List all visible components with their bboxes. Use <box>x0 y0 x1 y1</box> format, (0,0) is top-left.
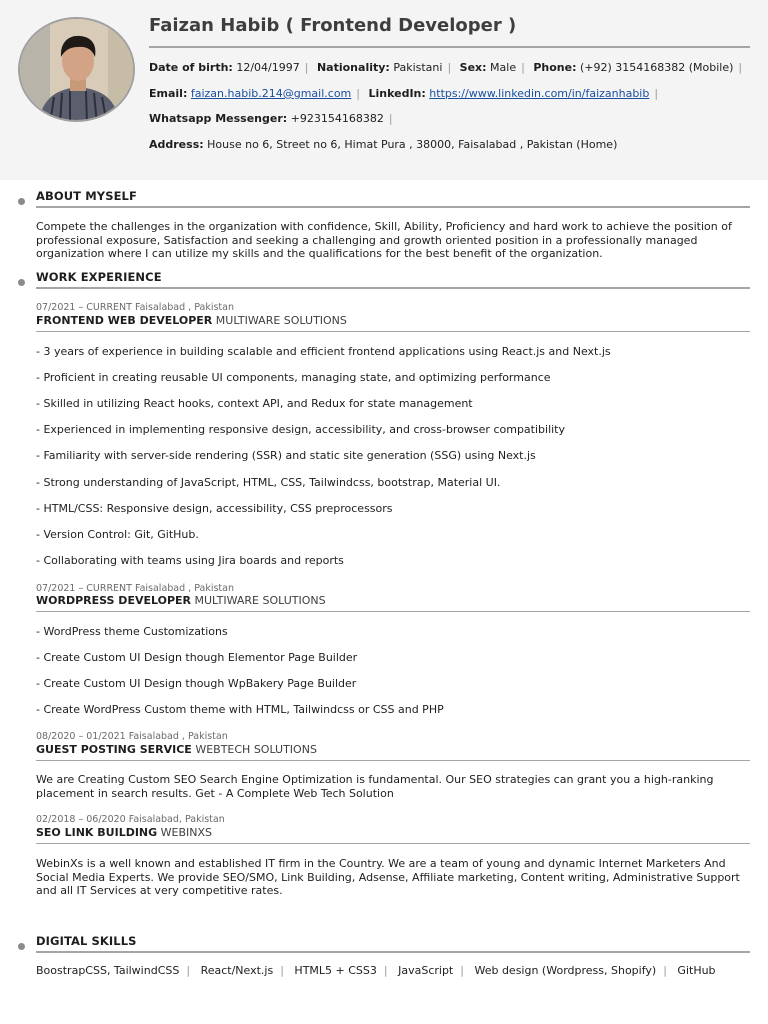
skill-item: JavaScript <box>398 964 454 977</box>
nationality-label: Nationality: <box>316 61 390 74</box>
separator: | <box>388 112 393 125</box>
list-item: - Skilled in utilizing React hooks, context API, and Redux for state management <box>36 397 473 410</box>
job-company: MULTIWARE SOLUTIONS <box>194 594 326 607</box>
address-value: House no 6, Street no 6, Himat Pura , 38000, Faisalabad , Pakistan (Home) <box>207 138 618 151</box>
header-divider <box>149 46 750 48</box>
list-item: - WordPress theme Customizations <box>36 625 228 638</box>
email-label: Email: <box>149 87 188 100</box>
separator: | <box>521 61 525 74</box>
about-divider <box>36 206 750 208</box>
about-section-title: ABOUT MYSELF <box>36 189 137 203</box>
job-divider <box>36 611 750 612</box>
list-item: - 3 years of experience in building scalable and efficient frontend applications using React.js and Next.js <box>36 345 611 358</box>
skills-list <box>36 964 716 977</box>
separator: | <box>186 964 191 977</box>
job-company: WEBTECH SOLUTIONS <box>195 743 317 756</box>
avatar <box>20 19 135 122</box>
dob-label: Date of birth: <box>149 61 233 74</box>
work-section-title: WORK EXPERIENCE <box>36 270 162 284</box>
linkedin-link[interactable]: https://www.linkedin.com/in/faizanhabib <box>429 87 650 100</box>
profile-photo <box>18 17 135 122</box>
job-role: WORDPRESS DEVELOPER <box>36 594 191 607</box>
work-divider <box>36 287 750 289</box>
job-meta: 07/2021 – CURRENT Faisalabad , Pakistan <box>36 583 234 594</box>
list-item: - HTML/CSS: Responsive design, accessibility, CSS preprocessors <box>36 502 393 515</box>
skill-item: GitHub <box>677 964 716 977</box>
candidate-name: Faizan Habib ( Frontend Developer ) <box>149 15 517 36</box>
bullet-dot-icon <box>18 279 25 286</box>
email-link[interactable]: faizan.habib.214@gmail.com <box>190 87 352 100</box>
nationality-value: Pakistani <box>393 61 443 74</box>
whatsapp-value: +923154168382 <box>290 112 384 125</box>
skill-item: Web design (Wordpress, Shopify) <box>474 964 657 977</box>
job-divider <box>36 331 750 332</box>
whatsapp-label: Whatsapp Messenger: <box>149 112 288 125</box>
job-meta: 02/2018 – 06/2020 Faisalabad, Pakistan <box>36 814 225 825</box>
skills-divider <box>36 951 750 953</box>
address-label: Address: <box>149 138 204 151</box>
list-item: - Version Control: Git, GitHub. <box>36 528 199 541</box>
job-title <box>36 743 317 756</box>
job-company: MULTIWARE SOLUTIONS <box>215 314 347 327</box>
job-role: GUEST POSTING SERVICE <box>36 743 192 756</box>
job-description: We are Creating Custom SEO Search Engine Optimization is fundamental. Our SEO strategies can grant you a high-ranking placement in search results. Get - A Complete Web Tech Solution <box>36 773 714 800</box>
list-item: - Experienced in implementing responsive design, accessibility, and cross-browser compatibility <box>36 423 566 436</box>
separator: | <box>280 964 284 977</box>
job-company: WEBINXS <box>160 826 213 839</box>
about-text: Compete the challenges in the organization with confidence, Skill, Ability, Proficiency and hard work to achieve the position of professional exposure, Satisfaction and seeking a challenging and growth oriented position in a professionally managed organization where I can utilize my skills and the qualifications for the best benefit of the organization. <box>36 220 732 260</box>
sex-label: Sex: <box>459 61 487 74</box>
whatsapp-row <box>149 112 398 125</box>
separator: | <box>460 964 464 977</box>
address-row <box>149 138 617 151</box>
phone-value: (+92) 3154168382 (Mobile) <box>579 61 734 74</box>
list-item: - Create Custom UI Design though Elementor Page Builder <box>36 651 358 664</box>
job-meta: 07/2021 – CURRENT Faisalabad , Pakistan <box>36 302 234 313</box>
dob-value: 12/04/1997 <box>236 61 300 74</box>
skill-item: BoostrapCSS, TailwindCSS <box>36 964 180 977</box>
linkedin-label: LinkedIn: <box>368 87 426 100</box>
job-title <box>36 826 212 839</box>
list-item: - Strong understanding of JavaScript, HTML, CSS, Tailwindcss, bootstrap, Material UI. <box>36 476 501 489</box>
job-title <box>36 594 326 607</box>
job-meta: 08/2020 – 01/2021 Faisalabad , Pakistan <box>36 731 228 742</box>
separator: | <box>738 61 743 74</box>
bullet-dot-icon <box>18 943 25 950</box>
separator: | <box>447 61 452 74</box>
sex-value: Male <box>490 61 517 74</box>
skill-item: React/Next.js <box>200 964 274 977</box>
list-item: - Familiarity with server-side rendering (SSR) and static site generation (SSG) using Next.js <box>36 449 536 462</box>
personal-info-row <box>149 61 747 74</box>
job-role: FRONTEND WEB DEVELOPER <box>36 314 213 327</box>
separator: | <box>663 964 667 977</box>
list-item: - Create Custom UI Design though WpBakery Page Builder <box>36 677 357 690</box>
list-item: - Proficient in creating reusable UI components, managing state, and optimizing performance <box>36 371 551 384</box>
separator: | <box>654 87 659 100</box>
job-description: WebinXs is a well known and established IT firm in the Country. We are a team of young and dynamic Internet Marketers And Social Media Experts. We provide SEO/SMO, Link Building, Adsense, Affiliate marketing, Content writing, Administrative Support and all IT Services at very competitive rates. <box>36 857 740 897</box>
skill-item: HTML5 + CSS3 <box>294 964 377 977</box>
separator: | <box>383 964 388 977</box>
separator: | <box>356 87 360 100</box>
list-item: - Collaborating with teams using Jira boards and reports <box>36 554 344 567</box>
resume-header <box>0 0 768 180</box>
job-divider <box>36 843 750 844</box>
bullet-dot-icon <box>18 198 25 205</box>
separator: | <box>304 61 309 74</box>
job-role: SEO LINK BUILDING <box>36 826 158 839</box>
phone-label: Phone: <box>533 61 577 74</box>
skills-section-title: DIGITAL SKILLS <box>36 934 137 948</box>
contact-links-row <box>149 87 663 100</box>
job-title <box>36 314 347 327</box>
job-divider <box>36 760 750 761</box>
list-item: - Create WordPress Custom theme with HTML, Tailwindcss or CSS and PHP <box>36 703 444 716</box>
